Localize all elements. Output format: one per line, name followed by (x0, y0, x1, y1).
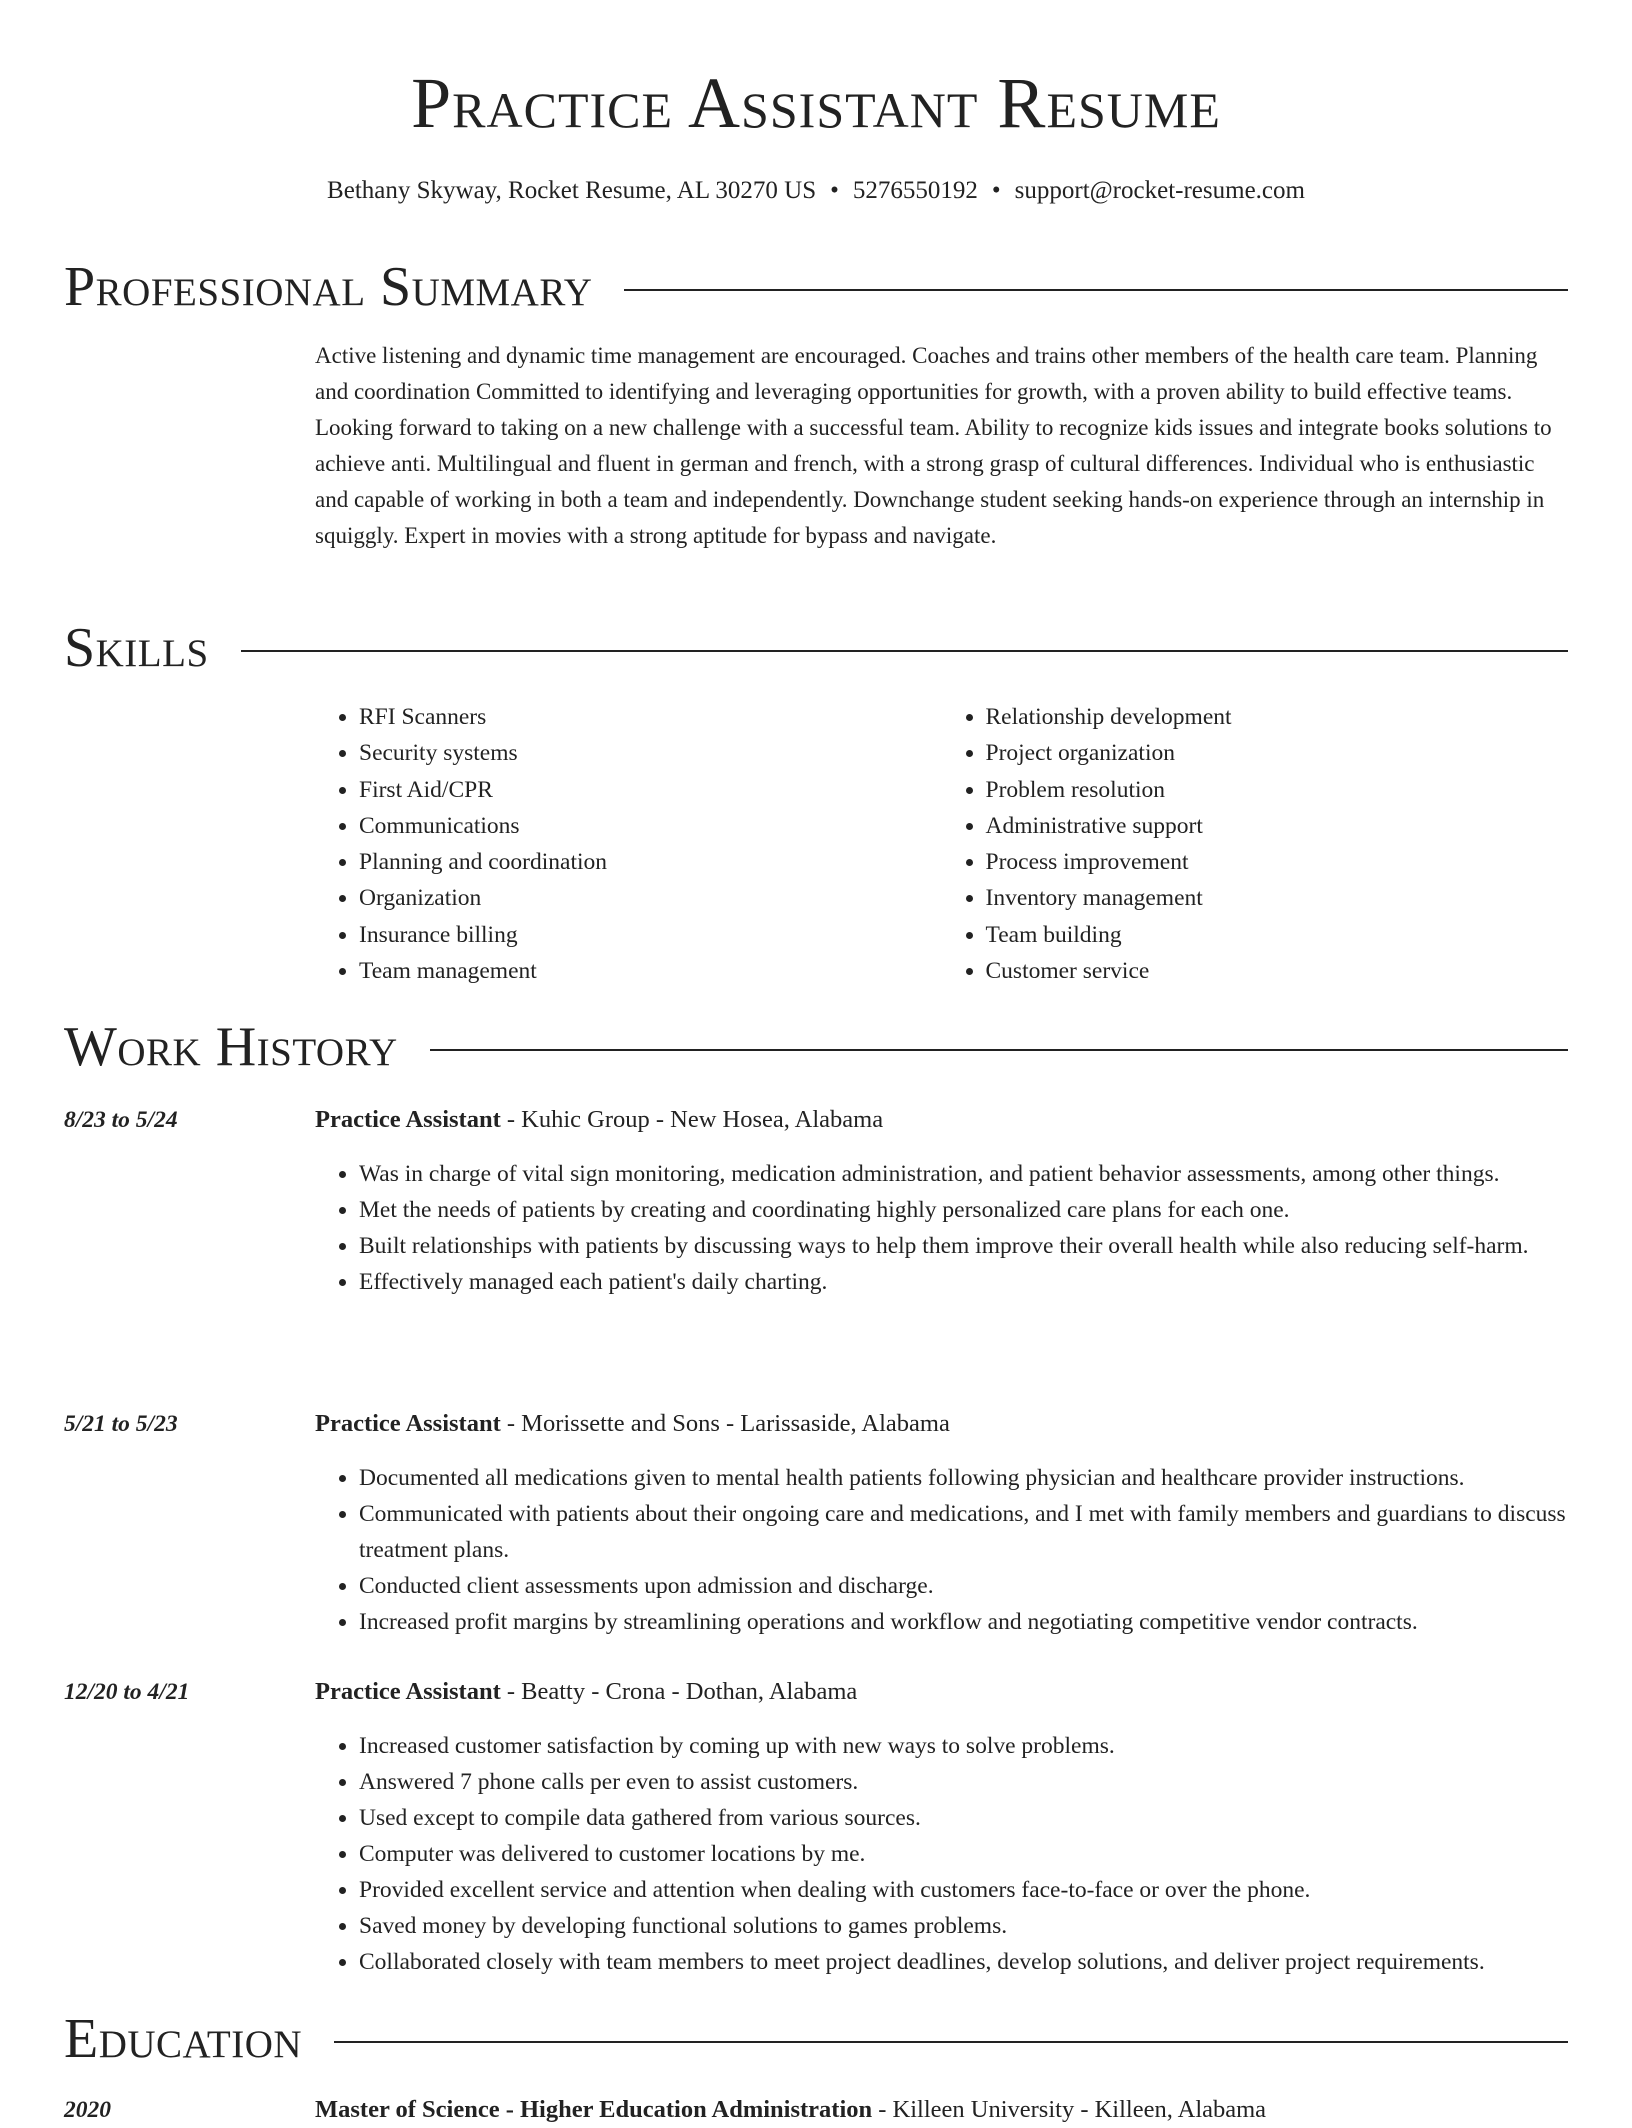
skills-section-header (64, 616, 1568, 680)
skill-item: • Insurance billing (359, 917, 942, 953)
skills-list (315, 699, 1568, 989)
job-dates: 8/23 to 5/24 (64, 1107, 178, 1133)
job-dates: 12/20 to 4/21 (64, 1679, 190, 1705)
job-bullet: • Built relationships with patients by discussing ways to help them improve their overall health while also reducing self-harm. (359, 1228, 1568, 1264)
job-bullet: • Effectively managed each patient's daily charting. (359, 1264, 1568, 1300)
skill-item: • Inventory management (986, 880, 1569, 916)
job-bullet: • Increased profit margins by streamlining operations and workflow and negotiating competitive vendor contracts. (359, 1604, 1568, 1640)
job-header (315, 1674, 857, 1710)
skill-item: • Organization (359, 880, 942, 916)
skill-item: • Relationship development (986, 699, 1569, 735)
education-header (315, 2092, 1266, 2128)
section-divider (241, 650, 1568, 652)
education-school: - Killeen University - Killeen, Alabama (872, 2096, 1267, 2123)
skill-item: • Process improvement (986, 844, 1569, 880)
skills-column-right (942, 699, 1569, 989)
skill-item: • Security systems (359, 735, 942, 771)
skill-item: • Communications (359, 808, 942, 844)
contact-separator: • (830, 177, 839, 204)
skill-item: • Customer service (986, 953, 1569, 989)
job-bullet: • Communicated with patients about their ongoing care and medications, and I met with family members and guardians to discuss treatment plans. (359, 1496, 1568, 1568)
job-employer: - Kuhic Group - New Hosea, Alabama (500, 1106, 884, 1133)
job-dates: 5/21 to 5/23 (64, 1411, 178, 1437)
job-bullet: • Computer was delivered to customer locations by me. (359, 1836, 1568, 1872)
job-bullet: • Met the needs of patients by creating and coordinating highly personalized care plans for each one. (359, 1192, 1568, 1228)
job-bullet: • Used except to compile data gathered from various sources. (359, 1800, 1568, 1836)
skill-item: • Project organization (986, 735, 1569, 771)
education-degree: Master of Science - Higher Education Administration (315, 2096, 873, 2123)
job-bullet: • Saved money by developing functional solutions to games problems. (359, 1908, 1568, 1944)
job-title: Practice Assistant (315, 1106, 501, 1133)
skill-item: • Administrative support (986, 808, 1569, 844)
job-bullet: • Documented all medications given to mental health patients following physician and healthcare provider instructions. (359, 1460, 1568, 1496)
education-heading: Education (64, 2008, 303, 2070)
contact-address: Bethany Skyway, Rocket Resume, AL 30270 US (327, 177, 817, 204)
job-title: Practice Assistant (315, 1410, 501, 1437)
job-employer: - Beatty - Crona - Dothan, Alabama (500, 1678, 858, 1705)
skill-item: • Problem resolution (986, 772, 1569, 808)
job-bullet: • Conducted client assessments upon admission and discharge. (359, 1568, 1568, 1604)
skill-item: • Planning and coordination (359, 844, 942, 880)
section-divider (430, 1049, 1568, 1051)
section-divider (334, 2041, 1568, 2043)
job-employer: - Morissette and Sons - Larissaside, Alabama (500, 1410, 950, 1437)
contact-phone: 5276550192 (852, 177, 978, 204)
section-divider (624, 289, 1568, 291)
skill-item: • Team management (359, 953, 942, 989)
summary-text: Active listening and dynamic time management are encouraged. Coaches and trains other members of the health care team. Planning and coordination Committed to identifying and leveraging opportunities for growth, with a proven ability to build effective teams. Looking forward to taking on a new challenge with a successful team. Ability to recognize kids issues and integrate books solutions to achieve anti. Multilingual and fluent in german and french, with a strong grasp of cultural differences. Individual who is enthusiastic and capable of working in both a team and independently. Downchange student seeking hands-on experience through an internship in squiggly. Expert in movies with a strong aptitude for bypass and navigate. (315, 343, 1552, 548)
job-bullet: • Was in charge of vital sign monitoring, medication administration, and patient behavior assessments, among other things. (359, 1156, 1568, 1192)
skills-column-left (315, 699, 942, 989)
work-heading: Work History (64, 1016, 398, 1078)
job-bullet: • Collaborated closely with team members to meet project deadlines, develop solutions, and deliver project requirements. (359, 1944, 1568, 1980)
work-section-header (64, 1015, 1568, 1079)
job-bullet: • Provided excellent service and attention when dealing with customers face-to-face or over the phone. (359, 1872, 1568, 1908)
job-bullet: • Increased customer satisfaction by coming up with new ways to solve problems. (359, 1728, 1568, 1764)
summary-section-header (64, 255, 1568, 319)
job-header (315, 1102, 883, 1138)
skill-item: • RFI Scanners (359, 699, 942, 735)
job-header (315, 1406, 950, 1442)
summary-heading: Professional Summary (64, 256, 593, 318)
skills-heading: Skills (64, 617, 209, 679)
education-section-header (64, 2007, 1568, 2071)
skill-item: • Team building (986, 917, 1569, 953)
job-bullets (315, 1460, 1568, 1640)
job-bullets (315, 1728, 1568, 1980)
skill-item: • First Aid/CPR (359, 772, 942, 808)
contact-email[interactable]: support@rocket-resume.com (1014, 177, 1305, 204)
job-bullet: • Answered 7 phone calls per even to assist customers. (359, 1764, 1568, 1800)
education-dates: 2020 (64, 2097, 111, 2123)
job-title: Practice Assistant (315, 1678, 501, 1705)
resume-title: Practice Assistant Resume (411, 63, 1221, 143)
job-bullets (315, 1156, 1568, 1300)
contact-line (64, 174, 1568, 208)
contact-separator: • (991, 177, 1001, 204)
